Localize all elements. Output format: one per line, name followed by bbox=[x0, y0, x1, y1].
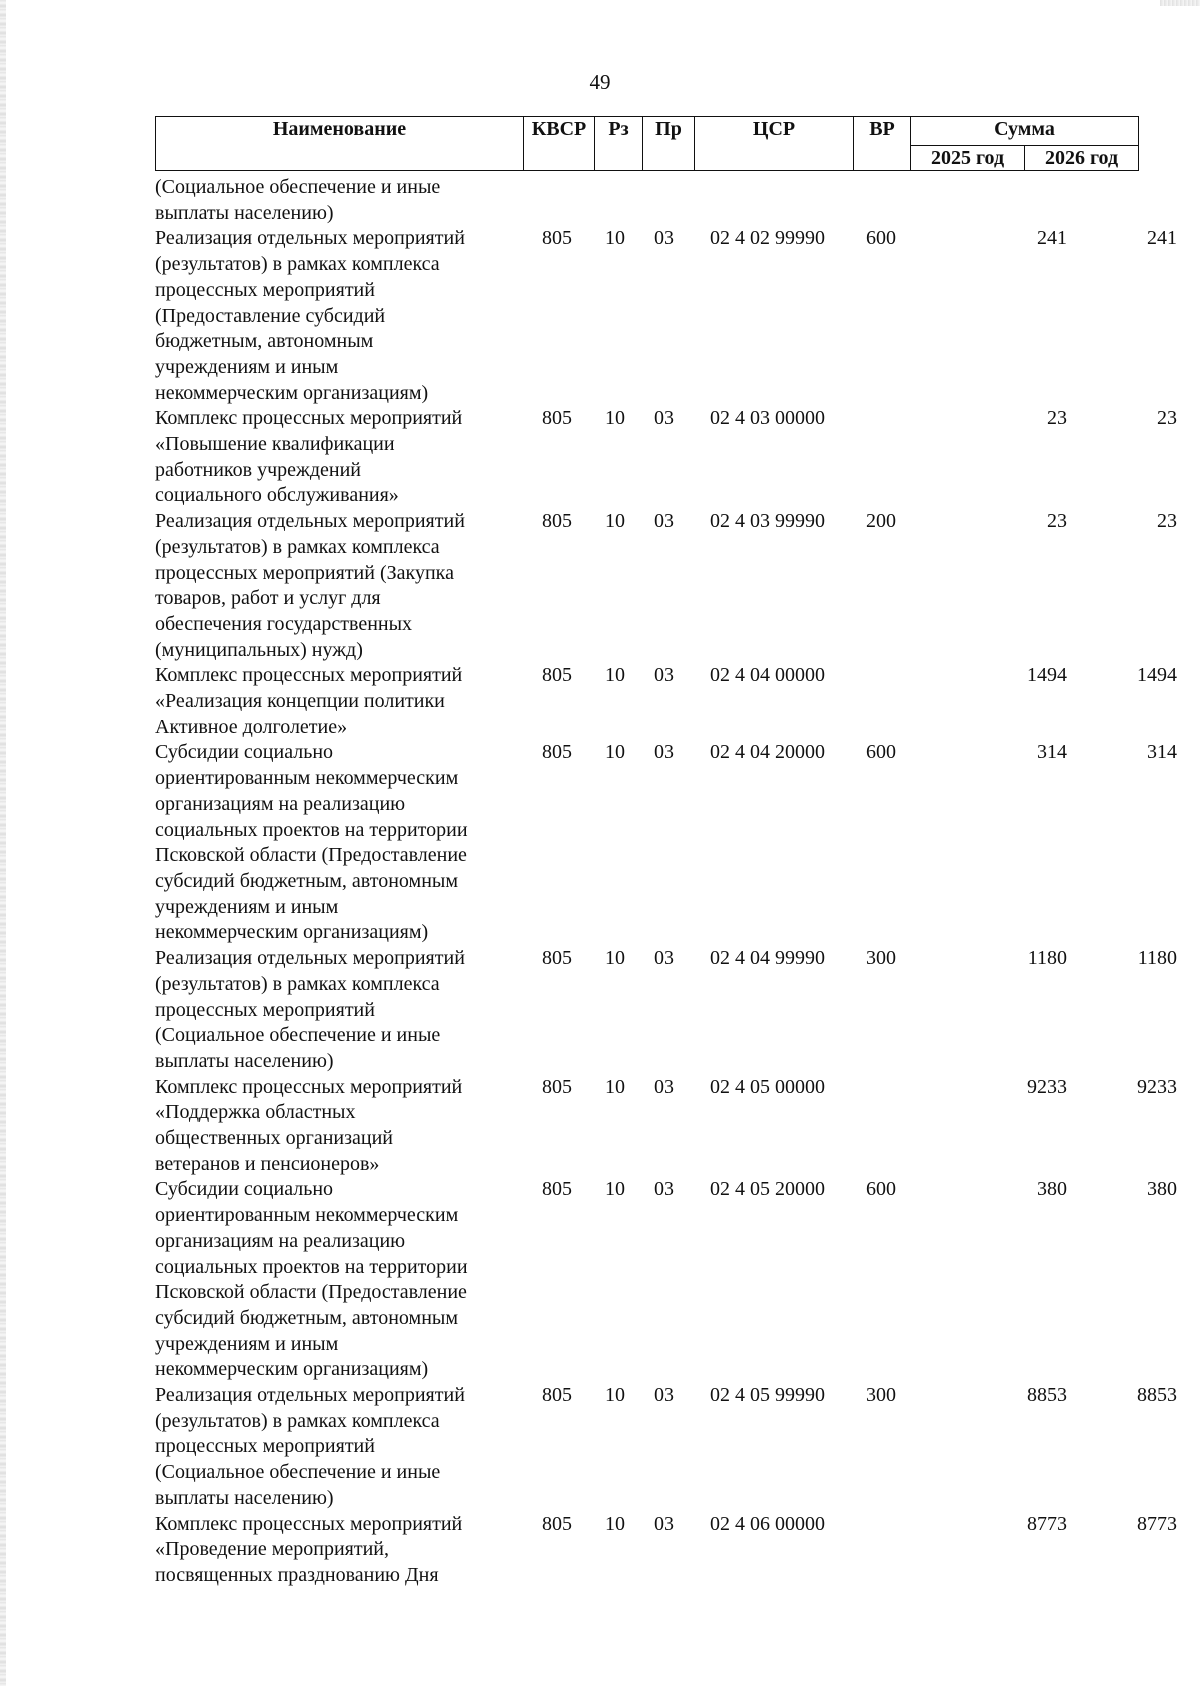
row-pr: 03 bbox=[654, 947, 674, 970]
row-sum-2025: 380 bbox=[1037, 1178, 1067, 1201]
row-rz: 10 bbox=[605, 664, 625, 687]
table-row bbox=[155, 1177, 1177, 1383]
row-pr: 03 bbox=[654, 407, 674, 430]
row-name: Субсидии социально ориентированным некоммерческим организациям на реализацию социальных проектов на территории Псковской области (Предоставление субсидий бюджетным, автономным учреждениям и иным некоммерческим организациям) bbox=[155, 1178, 468, 1381]
row-kvsr: 805 bbox=[542, 510, 572, 533]
header-year-2025: 2025 год bbox=[911, 145, 1025, 170]
row-kvsr: 805 bbox=[542, 741, 572, 764]
row-rz: 10 bbox=[605, 947, 625, 970]
table-row bbox=[155, 663, 1177, 740]
page-number: 49 bbox=[589, 70, 611, 94]
row-name: Реализация отдельных мероприятий (результатов) в рамках комплекса процессных мероприятий (Закупка товаров, работ и услуг для обеспечения государственных (муниципальных) нужд) bbox=[155, 510, 465, 661]
row-sum-2025: 23 bbox=[1047, 510, 1067, 533]
table-row bbox=[155, 226, 1177, 406]
row-rz: 10 bbox=[605, 1178, 625, 1201]
table-row bbox=[155, 740, 1177, 946]
row-rz: 10 bbox=[605, 741, 625, 764]
row-csr: 02 4 05 00000 bbox=[710, 1075, 825, 1098]
row-name: Комплекс процессных мероприятий «Реализация концепции политики Активное долголетие» bbox=[155, 664, 463, 738]
row-sum-2025: 9233 bbox=[1027, 1075, 1067, 1098]
row-rz: 10 bbox=[605, 1075, 625, 1098]
row-vr: 300 bbox=[866, 947, 896, 970]
row-kvsr: 805 bbox=[542, 407, 572, 430]
table-row bbox=[155, 406, 1177, 509]
row-sum-2026: 8773 bbox=[1137, 1512, 1177, 1535]
row-rz: 10 bbox=[605, 1384, 625, 1407]
header-csr: ЦСР bbox=[695, 117, 854, 171]
row-sum-2026: 8853 bbox=[1137, 1384, 1177, 1407]
header-year-2026: 2026 год bbox=[1025, 145, 1139, 170]
row-sum-2026: 380 bbox=[1147, 1178, 1177, 1201]
row-csr: 02 4 03 00000 bbox=[710, 407, 825, 430]
row-sum-2026: 23 bbox=[1157, 407, 1177, 430]
table-row bbox=[155, 1383, 1177, 1512]
row-csr: 02 4 05 20000 bbox=[710, 1178, 825, 1201]
row-kvsr: 805 bbox=[542, 1178, 572, 1201]
table-row bbox=[155, 946, 1177, 1075]
row-pr: 03 bbox=[654, 1512, 674, 1535]
row-kvsr: 805 bbox=[542, 664, 572, 687]
header-sum: Сумма bbox=[911, 117, 1139, 146]
row-pr: 03 bbox=[654, 1075, 674, 1098]
row-kvsr: 805 bbox=[542, 1384, 572, 1407]
row-rz: 10 bbox=[605, 1512, 625, 1535]
row-kvsr: 805 bbox=[542, 947, 572, 970]
row-sum-2026: 1494 bbox=[1137, 664, 1177, 687]
table-body bbox=[155, 175, 1177, 1589]
table-row bbox=[155, 1075, 1177, 1178]
scan-edge-right bbox=[1160, 0, 1200, 6]
row-csr: 02 4 06 00000 bbox=[710, 1512, 825, 1535]
row-csr: 02 4 04 00000 bbox=[710, 664, 825, 687]
row-pr: 03 bbox=[654, 510, 674, 533]
row-rz: 10 bbox=[605, 510, 625, 533]
row-csr: 02 4 04 20000 bbox=[710, 741, 825, 764]
row-sum-2025: 1180 bbox=[1027, 947, 1067, 970]
row-vr: 300 bbox=[866, 1384, 896, 1407]
table-row bbox=[155, 1512, 1177, 1589]
table-row bbox=[155, 175, 1135, 226]
row-kvsr: 805 bbox=[542, 1075, 572, 1098]
row-name: Субсидии социально ориентированным некоммерческим организациям на реализацию социальных проектов на территории Псковской области (Предоставление субсидий бюджетным, автономным учреждениям и иным некоммерческим организациям) bbox=[155, 741, 468, 944]
row-kvsr: 805 bbox=[542, 1512, 572, 1535]
row-sum-2026: 314 bbox=[1147, 741, 1177, 764]
header-pr: Пр bbox=[643, 117, 695, 171]
row-name: Реализация отдельных мероприятий (результатов) в рамках комплекса процессных мероприятий (Предоставление субсидий бюджетным, автономным учреждениям и иным некоммерческим организациям) bbox=[155, 227, 465, 404]
header-name: Наименование bbox=[156, 117, 524, 171]
row-pr: 03 bbox=[654, 227, 674, 250]
row-sum-2025: 241 bbox=[1037, 227, 1067, 250]
row-csr: 02 4 05 99990 bbox=[710, 1384, 825, 1407]
row-name: Реализация отдельных мероприятий (результатов) в рамках комплекса процессных мероприятий (Социальное обеспечение и иные выплаты населению) bbox=[155, 947, 465, 1072]
row-name: Комплекс процессных мероприятий «Поддержка областных общественных организаций ветеранов и пенсионеров» bbox=[155, 1075, 463, 1175]
row-sum-2025: 314 bbox=[1037, 741, 1067, 764]
row-sum-2025: 23 bbox=[1047, 407, 1067, 430]
row-name: Реализация отдельных мероприятий (результатов) в рамках комплекса процессных мероприятий (Социальное обеспечение и иные выплаты населению) bbox=[155, 1384, 465, 1509]
row-kvsr: 805 bbox=[542, 227, 572, 250]
row-sum-2025: 8853 bbox=[1027, 1384, 1067, 1407]
row-rz: 10 bbox=[605, 407, 625, 430]
row-pr: 03 bbox=[654, 1384, 674, 1407]
scan-edge-left bbox=[0, 0, 6, 1686]
row-csr: 02 4 03 99990 bbox=[710, 510, 825, 533]
row-sum-2025: 1494 bbox=[1027, 664, 1067, 687]
row-pr: 03 bbox=[654, 741, 674, 764]
row-sum-2026: 241 bbox=[1147, 227, 1177, 250]
row-sum-2026: 9233 bbox=[1137, 1075, 1177, 1098]
row-pr: 03 bbox=[654, 664, 674, 687]
row-name: Комплекс процессных мероприятий «Повышение квалификации работников учреждений социального обслуживания» bbox=[155, 407, 463, 507]
row-csr: 02 4 02 99990 bbox=[710, 227, 825, 250]
header-kvsr: КВСР bbox=[524, 117, 595, 171]
row-csr: 02 4 04 99990 bbox=[710, 947, 825, 970]
row-sum-2026: 23 bbox=[1157, 510, 1177, 533]
row-vr: 200 bbox=[866, 510, 896, 533]
row-rz: 10 bbox=[605, 227, 625, 250]
table-row bbox=[155, 509, 1177, 663]
row-sum-2026: 1180 bbox=[1137, 947, 1177, 970]
row-name: (Социальное обеспечение и иные выплаты населению) bbox=[155, 176, 441, 224]
header-rz: Рз bbox=[595, 117, 643, 171]
table-header bbox=[155, 116, 1139, 171]
row-sum-2025: 8773 bbox=[1027, 1512, 1067, 1535]
row-vr: 600 bbox=[866, 741, 896, 764]
row-vr: 600 bbox=[866, 1178, 896, 1201]
row-pr: 03 bbox=[654, 1178, 674, 1201]
row-name: Комплекс процессных мероприятий «Проведение мероприятий, посвященных празднованию Дня bbox=[155, 1512, 463, 1586]
row-vr: 600 bbox=[866, 227, 896, 250]
header-vr: ВР bbox=[854, 117, 911, 171]
